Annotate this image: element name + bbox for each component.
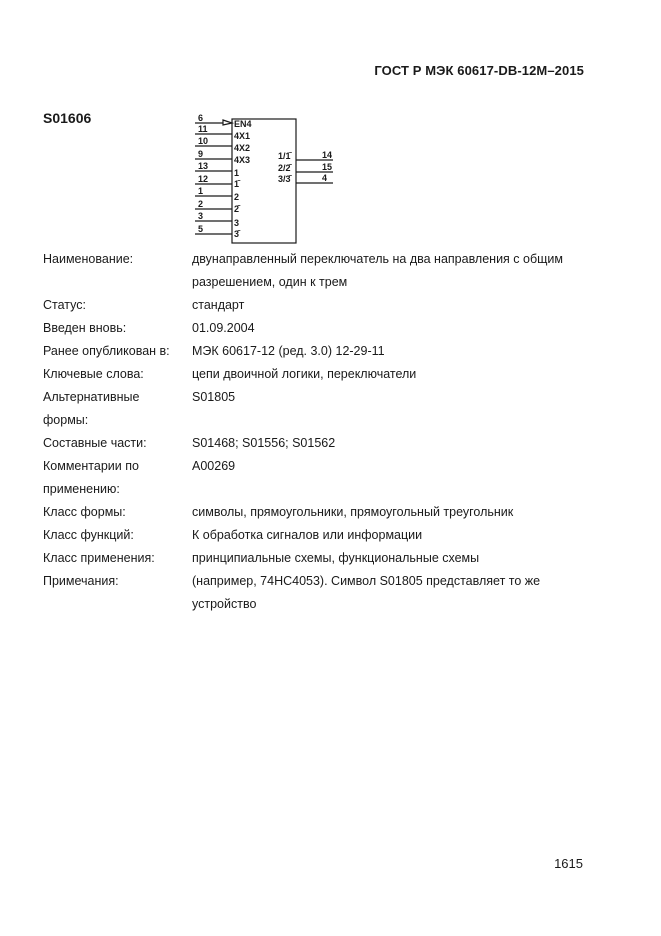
qualifier-label: 1 bbox=[234, 168, 240, 178]
left-pin-group bbox=[195, 114, 232, 234]
field-label: Примечания: bbox=[43, 574, 119, 588]
field-label: Комментарии по применению: bbox=[43, 459, 139, 496]
field-value: принципиальные схемы, функциональные схемы bbox=[192, 551, 480, 565]
field-value: двунаправленный переключатель на два направления с общим разрешением, один к трем bbox=[192, 252, 563, 289]
qualifier-label: EN4 bbox=[234, 119, 252, 129]
left-pin-number: 6 bbox=[198, 114, 204, 123]
field-row bbox=[43, 455, 583, 501]
standard-header: ГОСТ Р МЭК 60617-DB-12M–2015 bbox=[374, 63, 584, 78]
qualifier-label: 1̄ bbox=[234, 179, 240, 189]
qualifier-label: 3 bbox=[234, 218, 240, 228]
enable-triangle bbox=[223, 120, 232, 125]
field-value: 01.09.2004 bbox=[192, 321, 255, 335]
field-label: Класс формы: bbox=[43, 505, 126, 519]
field-row bbox=[43, 317, 583, 340]
right-pin-number: 4 bbox=[322, 173, 328, 183]
output-label: 3/3̄ bbox=[278, 174, 291, 184]
field-value: цепи двоичной логики, переключатели bbox=[192, 367, 417, 381]
field-row bbox=[43, 570, 583, 616]
field-row bbox=[43, 501, 583, 524]
field-row bbox=[43, 363, 583, 386]
output-label: 1/1̄ bbox=[278, 151, 291, 161]
left-pin-number: 1 bbox=[198, 186, 204, 196]
left-pin-number: 2 bbox=[198, 199, 204, 209]
field-label: Класс применения: bbox=[43, 551, 155, 565]
left-pin-number: 13 bbox=[198, 161, 209, 171]
field-row bbox=[43, 340, 583, 363]
qualifier-label: 3̄ bbox=[234, 229, 240, 239]
symbol-code: S01606 bbox=[43, 110, 92, 126]
field-label: Наименование: bbox=[43, 252, 134, 266]
output-label: 2/2̄ bbox=[278, 163, 291, 173]
field-value: символы, прямоугольники, прямоугольный треугольник bbox=[192, 505, 514, 519]
qualifier-label: 2̄ bbox=[234, 204, 240, 214]
field-value: МЭК 60617-12 (ред. 3.0) 12-29-11 bbox=[192, 344, 385, 358]
field-row bbox=[43, 432, 583, 455]
field-value: (например, 74HC4053). Символ S01805 представляет то же устройство bbox=[192, 574, 541, 611]
field-label: Класс функций: bbox=[43, 528, 134, 542]
left-pin-number: 9 bbox=[198, 149, 204, 159]
left-pin-number: 3 bbox=[198, 211, 204, 221]
left-pin-number: 5 bbox=[198, 224, 204, 234]
field-row bbox=[43, 524, 583, 547]
field-label: Альтернативные формы: bbox=[43, 390, 140, 427]
field-label: Введен вновь: bbox=[43, 321, 127, 335]
field-label: Статус: bbox=[43, 298, 86, 312]
field-value: A00269 bbox=[192, 459, 236, 473]
field-value: S01805 bbox=[192, 390, 236, 404]
logic-symbol-diagram bbox=[190, 114, 350, 249]
right-pin-number: 14 bbox=[322, 150, 333, 160]
field-row bbox=[43, 294, 583, 317]
left-pin-number: 12 bbox=[198, 174, 209, 184]
qualifier-label: 2 bbox=[234, 192, 240, 202]
field-label: Составные части: bbox=[43, 436, 147, 450]
left-pin-number: 10 bbox=[198, 136, 209, 146]
qualifier-label: 4X1 bbox=[234, 131, 251, 141]
page-number: 1615 bbox=[554, 856, 583, 871]
left-pin-number: 11 bbox=[198, 124, 208, 134]
field-row bbox=[43, 248, 583, 294]
field-value: стандарт bbox=[192, 298, 245, 312]
qualifier-group bbox=[234, 119, 252, 239]
field-value: К обработка сигналов или информации bbox=[192, 528, 423, 542]
properties-list bbox=[43, 248, 583, 616]
field-value: S01468; S01556; S01562 bbox=[192, 436, 336, 450]
field-row bbox=[43, 386, 583, 432]
right-pin-group bbox=[278, 150, 333, 184]
qualifier-label: 4X3 bbox=[234, 155, 251, 165]
field-label: Ранее опубликован в: bbox=[43, 344, 170, 358]
right-pin-number: 15 bbox=[322, 162, 333, 172]
qualifier-label: 4X2 bbox=[234, 143, 251, 153]
field-label: Ключевые слова: bbox=[43, 367, 144, 381]
field-row bbox=[43, 547, 583, 570]
